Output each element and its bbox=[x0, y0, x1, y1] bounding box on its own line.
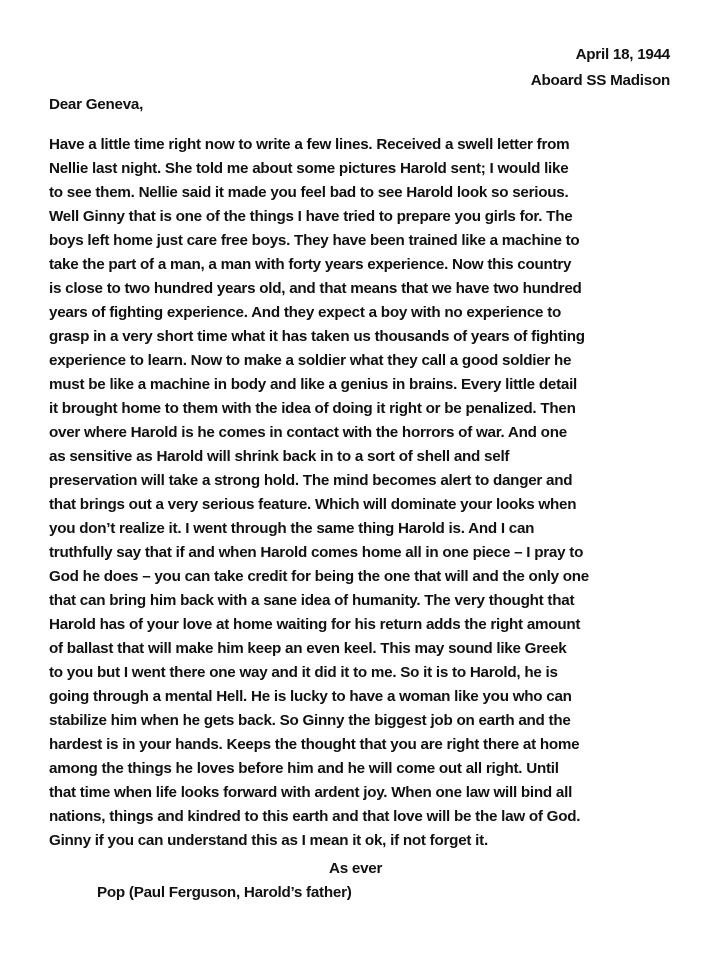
body-line: Harold has of your love at home waiting for his return adds the right amount bbox=[49, 616, 581, 633]
letter-signature: Pop (Paul Ferguson, Harold’s father) bbox=[97, 884, 352, 901]
body-line: truthfully say that if and when Harold comes home all in one piece – I pray to bbox=[49, 544, 584, 561]
body-line: that brings out a very serious feature. Which will dominate your looks when bbox=[49, 496, 577, 513]
body-line: grasp in a very short time what it has taken us thousands of years of fighting bbox=[49, 328, 585, 345]
letter-closing: As ever bbox=[329, 860, 383, 877]
body-line: among the things he loves before him and he will come out all right. Until bbox=[49, 760, 559, 777]
body-line: it brought home to them with the idea of doing it right or be penalized. Then bbox=[49, 400, 576, 417]
body-line: to see them. Nellie said it made you feel bad to see Harold look so serious. bbox=[49, 184, 569, 201]
body-line: years of fighting experience. And they expect a boy with no experience to bbox=[49, 304, 562, 321]
body-line: is close to two hundred years old, and that means that we have two hundred bbox=[49, 280, 582, 297]
body-line: Nellie last night. She told me about some pictures Harold sent; I would like bbox=[49, 160, 569, 177]
letter-location: Aboard SS Madison bbox=[530, 72, 670, 89]
body-line: hardest is in your hands. Keeps the thought that you are right there at home bbox=[49, 736, 580, 753]
body-line: to you but I went there one way and it did it to me. So it is to Harold, he is bbox=[49, 664, 558, 681]
body-line: nations, things and kindred to this earth and that love will be the law of God. bbox=[49, 808, 581, 825]
body-line: experience to learn. Now to make a soldier what they call a good soldier he bbox=[49, 352, 572, 369]
letter-date: April 18, 1944 bbox=[575, 46, 670, 63]
body-line: over where Harold is he comes in contact with the horrors of war. And one bbox=[49, 424, 567, 441]
body-line: that can bring him back with a sane idea of humanity. The very thought that bbox=[49, 592, 575, 609]
body-line: Ginny if you can understand this as I mean it ok, if not forget it. bbox=[49, 832, 488, 849]
body-line: as sensitive as Harold will shrink back in to a sort of shell and self bbox=[49, 448, 510, 465]
body-line: that time when life looks forward with ardent joy. When one law will bind all bbox=[49, 784, 573, 801]
body-line: Have a little time right now to write a few lines. Received a swell letter from bbox=[49, 136, 570, 153]
body-line: of ballast that will make him keep an even keel. This may sound like Greek bbox=[49, 640, 567, 657]
body-line: Well Ginny that is one of the things I have tried to prepare you girls for. The bbox=[49, 208, 573, 225]
body-line: God he does – you can take credit for being the one that will and the only one bbox=[49, 568, 589, 585]
body-line: preservation will take a strong hold. The mind becomes alert to danger and bbox=[49, 472, 573, 489]
body-line: stabilize him when he gets back. So Ginny the biggest job on earth and the bbox=[49, 712, 571, 729]
body-line: going through a mental Hell. He is lucky to have a woman like you who can bbox=[49, 688, 572, 705]
body-line: you don’t realize it. I went through the same thing Harold is. And I can bbox=[49, 520, 535, 537]
letter-body bbox=[49, 133, 709, 853]
body-line: boys left home just care free boys. They have been trained like a machine to bbox=[49, 232, 580, 249]
body-line: must be like a machine in body and like a genius in brains. Every little detail bbox=[49, 376, 578, 393]
body-line: take the part of a man, a man with forty years experience. Now this country bbox=[49, 256, 572, 273]
letter-salutation: Dear Geneva, bbox=[49, 96, 144, 113]
